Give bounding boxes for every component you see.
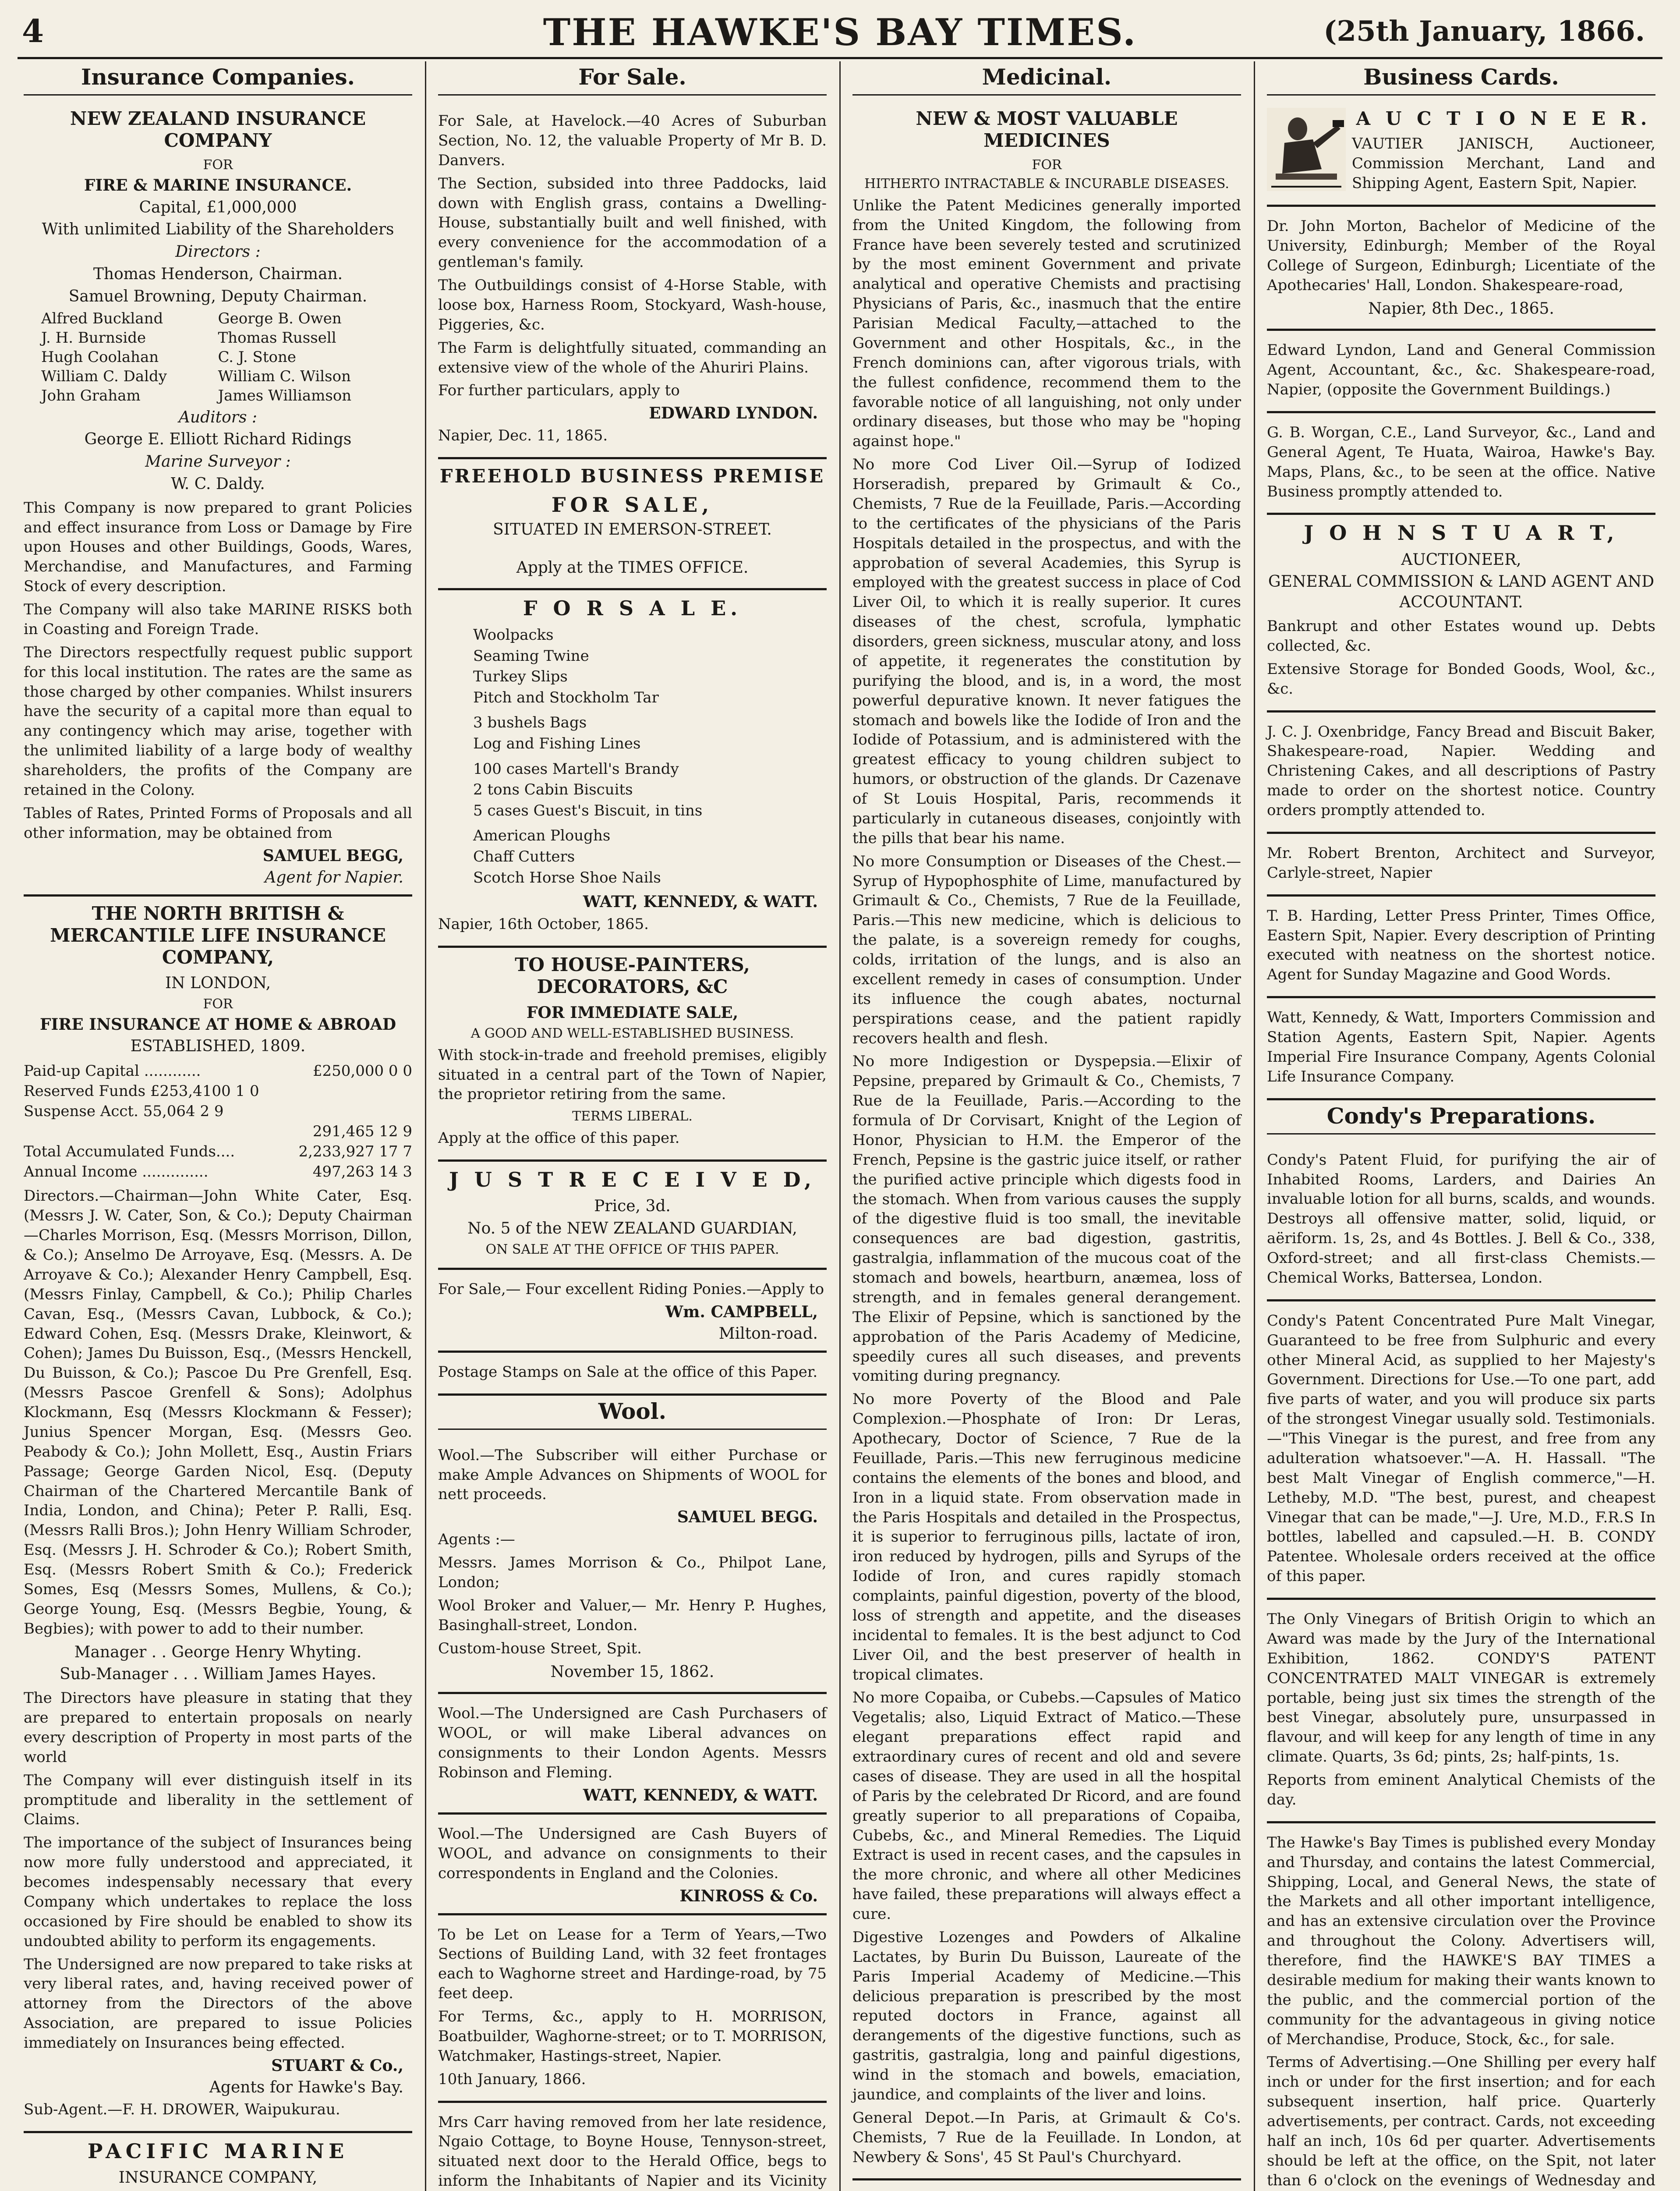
- ad-paragraph: Terms of Advertising.—One Shilling per every half inch or under for the first insertion; and for each subsequent insertion, half price. Quarterly advertisements, per contract. Cards, not exceeding half an inch, 10s 6d per quarter. Advertisements should be left at the office, on the Spit, not later than 6 o'clock on the evenings of Wednesday and: [1267, 2053, 1655, 2189]
- ad-paragraph: Wool.—The Subscriber will either Purchase or make Ample Advances on Shipments of WOOL for nett proceeds.: [438, 1446, 827, 1503]
- list-item: Seaming Twine: [473, 647, 589, 665]
- ad-wool-kinross: [438, 1815, 827, 1915]
- list-item: Pitch and Stockholm Tar: [473, 688, 659, 706]
- ad-paragraph: No more Poverty of the Blood and Pale Complexion.—Phosphate of Iron: Dr Leras, Apothecary, Doctor of Science, 7 Rue de la Feuillade, Paris.—This new ferruginous medicine contains the elements of the bones and blood, and Iron in a liquid state. From observation made in the Paris Hospitals and detailed in the Prospectus, it is superior to ferruginous pills, lactate of iron, iron reduced by hydrogen, pills and Syrups of the Iodide of Iron, and cures rapidly stomach complaints, painful digestion, poverty of the blood, loss of strength and appetite, and the diseases incidental to females. It is the best adjunct to Cod Liver Oil, and the best preserver of health in tropical climates.: [852, 1390, 1241, 1684]
- director-name: James Williamson: [218, 387, 352, 405]
- ad-house-painters: [438, 948, 827, 1162]
- ad-signature: STUART & Co.,: [271, 2056, 403, 2075]
- ad-paragraph: Unlike the Patent Medicines generally imported from the United Kingdom, the following from France have been severely tested and scrutinized by the most eminent Government and private analytical and operative Chemists and practising Physicians of Paris, &c., inasmuch that the entire Parisian Medical Faculty,—attached to the Government and other Hospitals, &c., in the French dominions can, after vigorous trials, with the fullest confidence, recommend them to the favorable notice of all languishing, not only under ordinary diseases, but those who may be "hoping against hope.": [852, 196, 1241, 450]
- fin-value: [259, 1102, 412, 1122]
- ad-subtitle: FIRE INSURANCE AT HOME & ABROAD: [39, 1015, 396, 1034]
- ad-paragraph: The Section, subsided into three Paddocks, laid down with English grass, contains a Dwelling-House, substantially built and well finished, with every convenience for the accommodation of a gentleman's family.: [438, 174, 827, 271]
- ad-line: FOR: [203, 996, 233, 1012]
- directors-list: [24, 309, 412, 406]
- ad-mrs-carr: [438, 2103, 827, 2191]
- ad-signature: WATT, KENNEDY, & WATT.: [583, 893, 818, 911]
- list-item: Turkey Slips: [473, 668, 568, 686]
- ad-subtitle: FIRE & MARINE INSURANCE.: [84, 176, 352, 195]
- ad-paragraph: Condy's Patent Concentrated Pure Malt Vinegar, Guaranteed to be free from Sulphuric and every other Mineral Acid, as supplied to her Majesty's Government. Directions for Use.—To one part, add five parts of water, and you will produce six parts of the strongest Vinegar usually sold. Testimonials.—"This Vinegar is the purest, and free from any adulteration whatsoever."—A. H. Hassall. "The best Malt Vinegar of English commerce,"—H. Letheby, M.D. "The best, purest, and cheapest Vinegar that can be made,"—J. Ure, M.D., F.R.S In bottles, labelled and capsuled.—H. B. CONDY Patentee. Wholesale orders received at the office of this paper.: [1267, 1312, 1655, 1585]
- ad-line: SITUATED IN EMERSON-STREET.: [493, 521, 772, 539]
- ad-paragraph: For Sale, at Havelock.—40 Acres of Suburban Section, No. 12, the valuable Property of Mr B. D. Danvers.: [438, 112, 827, 169]
- ad-line: W. C. Daldy.: [171, 475, 265, 493]
- ad-title: F O R S A L E.: [523, 596, 742, 620]
- ad-line: Wool Broker and Valuer,— Mr. Henry P. Hughes, Basinghall-street, London.: [438, 1596, 827, 1634]
- ad-line: INSURANCE COMPANY,: [118, 2169, 318, 2187]
- ad-paragraph: With stock-in-trade and freehold premises, eligibly situated in a central part of the Town of Napier, the proprietor retiring from the same.: [438, 1046, 827, 1103]
- ad-paragraph: Digestive Lozenges and Powders of Alkaline Lactates, by Burin Du Buisson, Laureate of the Paris Imperial Academy of Medicine.—This delicious preparation is prescribed by the most reputed doctors in France, against all derangements of the digestive functions, such as gastritis, gastralgia, long and painful digestions, wind in the stomach and bowels, emaciation, jaundice, and complaints of the liver and loins.: [852, 1928, 1241, 2103]
- ad-label: Directors :: [175, 243, 261, 261]
- ad-paragraph: The Company will ever distinguish itself in its promptitude and liberality in the settlement of Claims.: [24, 1771, 412, 1829]
- column-rule: [425, 61, 426, 2191]
- fin-value: 497,263 14 3: [312, 1163, 412, 1181]
- ad-signature-role: Milton-road.: [718, 1324, 818, 1343]
- list-item: 5 cases Guest's Biscuit, in tins: [473, 801, 703, 819]
- ad-date: November 15, 1862.: [550, 1663, 714, 1681]
- column-medicinal: [846, 61, 1247, 2191]
- ad-dr-morton: [1267, 207, 1655, 331]
- ad-lease: [438, 1915, 827, 2103]
- section-heading: Condy's Preparations.: [1267, 1100, 1655, 1134]
- ad-title: J U S T R E C E I V E D,: [449, 1168, 816, 1192]
- auctioneer-block: [1267, 108, 1655, 197]
- ad-subtitle: GENERAL COMMISSION & LAND AGENT AND ACCOUNTANT.: [1268, 573, 1655, 612]
- ad-nz-insurance: [24, 102, 412, 897]
- ad-label: Auditors :: [178, 408, 258, 426]
- ad-paragraph: This Company is now prepared to grant Policies and effect insurance from Loss or Damage by Fire upon Houses and other Buildings, Goods, Wares, Merchandise, and Manufactures, and Farming Stock of every description.: [24, 499, 412, 596]
- ad-paragraph: For Sale,— Four excellent Riding Ponies.—Apply to: [438, 1280, 824, 1298]
- ad-paragraph: The Directors respectfully request public support for this local institution. The rates are the same as those charged by other companies. Whilst insurers have the security of a capital more than equal to any contingency which may arise, together with the unlimited liability of a large body of wealthy shareholders, the profits of the Company are retained in the Colony.: [24, 643, 412, 799]
- director-name: Thomas Russell: [218, 329, 336, 347]
- director-name: George B. Owen: [218, 309, 342, 327]
- ad-new-medicines: [852, 102, 1241, 2180]
- ad-title: A U C T I O N E E R.: [1356, 108, 1652, 129]
- ad-hawkes-bay-times: [1267, 1823, 1655, 2191]
- ad-wool-begg: [438, 1436, 827, 1695]
- ad-paragraph: The importance of the subject of Insurances being now more fully understood and appreciated, it becomes indespensably necessary that every Company which undertakes to replace the loss occasioned by Fire should be enabled to show its undoubted ability to perform its engagements.: [24, 1834, 412, 1950]
- ad-title: THE NORTH BRITISH & MERCANTILE LIFE INSURANCE COMPANY,: [50, 902, 386, 968]
- page-number: 4: [22, 12, 44, 50]
- ad-oxenbridge: [1267, 713, 1655, 834]
- ad-line: Custom-house Street, Spit.: [438, 1639, 642, 1657]
- masthead: [18, 9, 1662, 59]
- ad-line: Messrs. James Morrison & Co., Philpot Lane, London;: [438, 1554, 827, 1592]
- ad-watt-kennedy: [1267, 998, 1655, 1100]
- ad-line: Manager . . George Henry Whyting.: [74, 1643, 362, 1661]
- ad-havelock: [438, 102, 827, 459]
- ad-line: FOR: [203, 157, 233, 173]
- ad-paragraph: General Depot.—In Paris, at Grimault & Co's. Chemists, 7 Rue de la Feuillade. In London, at Newbery & Sons', 45 St Paul's Churchyard.: [852, 2109, 1241, 2166]
- column-rule: [1254, 61, 1255, 2191]
- ad-signature-role: Agents for Hawke's Bay.: [209, 2078, 403, 2096]
- ad-line: FOR: [1032, 157, 1062, 173]
- ad-subtitle: FOR IMMEDIATE SALE,: [526, 1003, 739, 1022]
- ad-paragraph: No more Cod Liver Oil.—Syrup of Iodized Horseradish, prepared by Grimault & Co., Chemists, 7 Rue de la Feuillade, Paris.—According to the certificates of the physicians of the Paris Hospitals detailed in the prospectus, and with the approbation of several Academies, this Syrup is employed with the greatest success in place of Cod Liver Oil, to which it is really superior. It cures diseases of the chest, scrofula, lymphatic disorders, green sickness, muscular atony, and loss of appetite, it regenerates the constitution by purifying the blood, and is, in a word, the most powerful depurative known. It never fatigues the stomach and bowels like the Iodide of Iron and the Iodide of Potassium, and is administered with the greatest efficacy to young children subject to humors, or obstruction of the glands. Dr Cazenave of St Louis Hospital, Paris, recommends it particularly in cutaneous diseases, conjointly with the pills that bear his name.: [852, 456, 1241, 847]
- ad-paragraph: T. B. Harding, Letter Press Printer, Times Office, Eastern Spit, Napier. Every description of Printing executed with neatness on the shortest notice. Agent for Sunday Magazine and Good Words.: [1267, 907, 1655, 984]
- column-insurance: [18, 61, 418, 2191]
- column-for-sale: [432, 61, 833, 2191]
- ad-paragraph: The Outbuildings consist of 4-Horse Stable, with loose box, Harness Room, Stockyard, Wash-house, Piggeries, &c.: [438, 277, 827, 333]
- list-item: Scotch Horse Shoe Nails: [473, 869, 661, 886]
- financial-table: [24, 1061, 412, 1182]
- ad-subtitle: HITHERTO INTRACTABLE & INCURABLE DISEASES.: [864, 176, 1229, 191]
- ad-price: Price, 3d.: [594, 1197, 671, 1216]
- ad-paragraph: The Hawke's Bay Times is published every Monday and Thursday, and contains the latest Commercial, Shipping, Local, and General News, the state of the Markets and all other important intelligence, and has an extensive circulation over the Province and throughout the Colony. Advertisers will, therefore, find the HAWKE'S BAY TIMES a desirable medium for making their wants known to the public, and the commercial portion of the community for the advantageous in giving notice of Merchandise, Produce, Stock, &c., for sale.: [1267, 1833, 1655, 2048]
- ad-date: Napier, Dec. 11, 1865.: [438, 427, 608, 445]
- newspaper-title: THE HAWKE'S BAY TIMES.: [543, 11, 1137, 54]
- ad-freehold: [438, 459, 827, 590]
- ad-signature: SAMUEL BEGG.: [677, 1508, 818, 1527]
- ad-signature-role: Agent for Napier.: [265, 868, 403, 886]
- fin-label: [24, 1122, 259, 1142]
- ad-john-stuart: [1267, 515, 1655, 712]
- list-item: Woolpacks: [473, 626, 554, 644]
- ad-line: ESTABLISHED, 1809.: [130, 1037, 306, 1056]
- ad-paragraph: Watt, Kennedy, & Watt, Importers Commission and Station Agents, Eastern Spit, Napier. Agents Imperial Fire Insurance Company, Agents Colonial Life Insurance Company.: [1267, 1009, 1655, 1085]
- column-business-cards: [1261, 61, 1662, 2191]
- goods-list: [438, 713, 827, 754]
- fin-value: £250,000 0 0: [312, 1062, 412, 1080]
- fin-label: Total Accumulated Funds....: [24, 1142, 235, 1160]
- columns: [18, 61, 1662, 2191]
- ad-line: TERMS LIBERAL.: [572, 1109, 693, 1124]
- list-item: 3 bushels Bags: [473, 714, 587, 732]
- director-name: William C. Wilson: [218, 368, 351, 386]
- director-name: William C. Daldy: [41, 368, 167, 386]
- ad-paragraph: To be Let on Lease for a Term of Years,—Two Sections of Building Land, with 32 feet frontages each to Waghorne street and Hardinge-road, by 75 feet deep.: [438, 1925, 827, 2003]
- section-heading: Insurance Companies.: [24, 61, 412, 96]
- goods-list: [438, 826, 827, 888]
- ad-line: A GOOD AND WELL-ESTABLISHED BUSINESS.: [470, 1025, 794, 1041]
- ad-title: TO HOUSE-PAINTERS, DECORATORS, &C: [515, 954, 750, 998]
- list-item: 100 cases Martell's Brandy: [473, 760, 679, 778]
- ad-signature: EDWARD LYNDON.: [649, 404, 818, 423]
- goods-list: [438, 759, 827, 822]
- ad-date: Napier, 8th Dec., 1865.: [1368, 299, 1554, 318]
- ad-paragraph: The Farm is delightfully situated, commanding an extensive view of the whole of the Ahuriri Plains.: [438, 339, 827, 376]
- ad-signature: KINROSS & Co.: [679, 1886, 818, 1905]
- ad-subtitle: AUCTIONEER,: [1401, 550, 1521, 569]
- section-heading: Business Cards.: [1267, 61, 1655, 96]
- ad-paragraph: The Company will also take MARINE RISKS both in Coasting and Foreign Trade.: [24, 601, 412, 638]
- ad-for-sale-goods: [438, 590, 827, 948]
- ad-title: J O H N S T U A R T,: [1304, 521, 1619, 545]
- ad-just-received: [438, 1162, 827, 1270]
- ad-line: With unlimited Liability of the Shareholders: [42, 220, 394, 239]
- ad-paragraph: Wool.—The Undersigned are Cash Purchasers of WOOL, or will make Liberal advances on consignments to their London Agents. Messrs Robinson and Fleming.: [438, 1705, 827, 1781]
- ad-paragraph: The Directors have pleasure in stating that they are prepared to entertain proposals on nearly every description of Property in most parts of the world: [24, 1689, 412, 1766]
- ad-label: Marine Surveyor :: [145, 453, 291, 471]
- ad-paragraph: No more Copaiba, or Cubebs.—Capsules of Matico Vegetalis; also, Liquid Extract of Matico.—These elegant preparations effect rapid and extraordinary cures of recent and old and severe cases of disease. They are used in all the hospital of Paris by the celebrated Dr Ricord, and are found greatly superior to all preparations of Copaiba, Cubebs, &c., and Mineral Remedies. The Liquid Extract is used in recent cases, and the capsules in the more chronic, and where all other Medicines have failed, these preparations will always effect a cure.: [852, 1689, 1241, 1923]
- ad-line: Sub-Manager . . . William James Hayes.: [60, 1665, 376, 1684]
- goods-list: [438, 625, 827, 708]
- director-name: Hugh Coolahan: [41, 348, 159, 366]
- section-heading: Medicinal.: [852, 61, 1241, 96]
- ad-line: No. 5 of the NEW ZEALAND GUARDIAN,: [467, 1220, 797, 1238]
- ad-paragraph: The Undersigned are now prepared to take risks at very liberal rates, and, having received power of attorney from the Directors of the above Association, are prepared to issue Policies immediately on Insurances being effected.: [24, 1955, 412, 2052]
- ad-paragraph: For further particulars, apply to: [438, 382, 680, 400]
- ad-wool-wkw: [438, 1694, 827, 1815]
- ad-paragraph: Bankrupt and other Estates wound up. Debts collected, &c.: [1267, 617, 1655, 655]
- ad-signature: SAMUEL BEGG,: [262, 846, 403, 865]
- ad-riding-ponies: [438, 1270, 827, 1353]
- fin-value: [259, 1081, 412, 1102]
- ad-paragraph: Dr. John Morton, Bachelor of Medicine of the University, Edinburgh; Member of the Royal College of Surgeon, Edinburgh; Licentiate of the Apothecaries' Hall, London. Shakespeare-road,: [1267, 217, 1655, 294]
- director-name: J. H. Burnside: [41, 329, 146, 347]
- ad-label: Agents :—: [438, 1531, 515, 1549]
- ad-title: PACIFIC MARINE: [87, 2139, 349, 2163]
- ad-line: Samuel Browning, Deputy Chairman.: [68, 287, 368, 305]
- ad-paragraph: Postage Stamps on Sale at the office of this Paper.: [438, 1363, 818, 1381]
- ad-condys-fluid: [1267, 1141, 1655, 1301]
- ad-paragraph: Wool.—The Undersigned are Cash Buyers of WOOL, and advance on consignments to their correspondents in England and the Colonies.: [438, 1825, 827, 1882]
- ad-line: IN LONDON,: [165, 974, 271, 992]
- ad-paragraph: No more Consumption or Diseases of the Chest.—Syrup of Hypophosphite of Lime, manufactured by Grimault & Co., Chemists, 7 Rue de la Feuillade, Paris.—This new medicine, which is delicious to the palate, is a sovereign remedy for coughs, colds, irritation of the lungs, and is also an excellent remedy in cases of consumption. Under its influence the cough abates, nocturnal perspirations cease, and the patient rapidly recovers health and flesh.: [852, 852, 1241, 1047]
- list-item: American Ploughs: [473, 827, 611, 845]
- ad-condys-vinegar: [1267, 1301, 1655, 1600]
- ad-auctioneer: [1267, 102, 1655, 207]
- issue-date: (25th January, 1866.: [1323, 15, 1645, 48]
- ad-paragraph: Mrs Carr having removed from her late residence, Ngaio Cottage, to Boyne House, Tennyson-street, situated next door to the Herald Office, begs to inform the Inhabitants of Napier and its Vicinity: [438, 2113, 827, 2190]
- ad-brenton: [1267, 834, 1655, 897]
- ad-signature: Wm. CAMPBELL,: [665, 1302, 818, 1321]
- ad-paragraph: The Only Vinegars of British Origin to which an Award was made by the Jury of the International Exhibition, 1862. CONDY'S PATENT CONCENTRATED MALT VINEGAR is extremely portable, being just six times the strength of the best Vinegar, absolutely pure, unsurpassed in flavour, and will keep for any length of time in any climate. Quarts, 3s 6d; pints, 2s; half-pints, 1s.: [1267, 1610, 1655, 1766]
- ad-subtitle: FOR SALE,: [551, 493, 714, 517]
- ad-title: NEW & MOST VALUABLE MEDICINES: [916, 108, 1178, 152]
- ad-paragraph: Edward Lyndon, Land and General Commission Agent, Accountant, &c., &c. Shakespeare-road, Napier, (opposite the Government Buildings.): [1267, 341, 1655, 399]
- ad-paragraph: Tables of Rates, Printed Forms of Proposals and all other information, may be obtained from: [24, 804, 412, 842]
- ad-paragraph: VAUTIER JANISCH, Auctioneer, Commission Merchant, Land and Shipping Agent, Eastern Spit, Napier.: [1352, 135, 1655, 192]
- fin-label: Suspense Acct. 55,064 2 9: [24, 1102, 224, 1120]
- ad-signature: WATT, KENNEDY, & WATT.: [583, 1786, 818, 1805]
- ad-harding: [1267, 897, 1655, 999]
- ad-paragraph: G. B. Worgan, C.E., Land Surveyor, &c., Land and General Agent, Te Huata, Wairoa, Hawke's Bay. Maps, Plans, &c., to be seen at the office. Native Business promptly attended to.: [1267, 423, 1655, 500]
- list-item: Chaff Cutters: [473, 848, 575, 866]
- ad-north-british: [24, 897, 412, 2133]
- ad-worgan: [1267, 413, 1655, 515]
- ad-line: Apply at the TIMES OFFICE.: [516, 559, 749, 577]
- ad-paragraph: Condy's Patent Fluid, for purifying the air of Inhabited Rooms, Larders, and Dairies An invaluable lotion for all burns, scalds, and wounds. Destroys all offensive matter, solid, liquid, or aëriform. 1s, 2s, and 4s Bottles. J. Bell & Co., 338, Oxford-street; and all first-class Chemists.—Chemical Works, Battersea, London.: [1267, 1151, 1655, 1287]
- ad-ammunition: [852, 2180, 1241, 2191]
- fin-value: 291,465 12 9: [312, 1122, 412, 1140]
- ad-line: Apply at the office of this paper.: [438, 1129, 680, 1147]
- ad-paragraph: No more Indigestion or Dyspepsia.—Elixir of Pepsine, prepared by Grimault & Co., Chemists, 7 Rue de la Feuillade, Paris.—According to the formula of Dr Corvisart, Knight of the Legion of Honor, Physician to H.M. the Emperor of the French, Pepsine is the gastric juice itself, or rather the purified active principle which digests food in the stomach. When from various causes the supply of the digestive fluid is too small, the inevitable consequences are bad digestion, gastritis, gastralgia, inflammation of the mucous coat of the stomach and bowels, heartburn, anæmea, loss of strength, and in females general derangement. The Elixir of Pepsine, which is sanctioned by the approbation of the Paris Academy of Medicine, speedily cures all such diseases, and prevents vomiting during pregnancy.: [852, 1053, 1241, 1385]
- ad-title: NEW ZEALAND INSURANCE COMPANY: [70, 108, 366, 152]
- ad-postage-stamps: [438, 1353, 827, 1396]
- fin-label: Reserved Funds £253,4100 1 0: [24, 1082, 259, 1100]
- list-item: Log and Fishing Lines: [473, 735, 641, 753]
- fin-label: Annual Income ..............: [24, 1163, 209, 1181]
- director-name: Alfred Buckland: [41, 309, 163, 327]
- ad-line: George E. Elliott Richard Ridings: [84, 430, 352, 449]
- auctioneer-engraving-icon: [1267, 108, 1346, 191]
- ad-title: FREEHOLD BUSINESS PREMISE: [439, 465, 825, 487]
- ad-line: Thomas Henderson, Chairman.: [93, 265, 343, 283]
- column-rule: [839, 61, 841, 2191]
- ad-only-vinegars: [1267, 1600, 1655, 1823]
- ad-paragraph: For Terms, &c., apply to H. MORRISON, Boatbuilder, Waghorne-street; or to T. MORRISON, Watchmaker, Hastings-street, Napier.: [438, 2008, 827, 2065]
- ad-line: Sub-Agent.—F. H. DROWER, Waipukurau.: [24, 2100, 340, 2118]
- ad-paragraph: Extensive Storage for Bonded Goods, Wool, &c., &c.: [1267, 660, 1655, 698]
- ad-pacific-marine: [24, 2133, 412, 2191]
- ad-paragraph: J. C. J. Oxenbridge, Fancy Bread and Biscuit Baker, Shakespeare-road, Napier. Wedding and Christening Cakes, and all descriptions of Pastry made to order on the shortest notice. Country orders promptly attended to.: [1267, 723, 1655, 819]
- ad-paragraph: Directors.—Chairman—John White Cater, Esq. (Messrs J. W. Cater, Son, & Co.); Deputy Chairman—Charles Morrison, Esq. (Messrs Morrison, Dillon, & Co.); Anselmo De Arroyave, Esq. (Messrs. A. De Arroyave & Co.); Alexander Henry Campbell, Esq. (Messrs Finlay, Campbell, & Co.); Philip Charles Cavan, Esq., (Messrs Cavan, Lubbock, & Co.); Edward Cohen, Esq. (Messrs Drake, Kleinwort, & Cohen); James Du Buisson, Esq., (Messrs Henckell, Du Buisson, & Co.); Pascoe Du Pre Grenfell, Esq. (Messrs Pascoe Grenfell & Sons); Adolphus Klockmann, Esq (Messrs Klockmann & Fesser); Junius Spencer Morgan, Esq. (Messrs Geo. Peabody & Co.); John Mollett, Esq., Austin Friars Passage; George Garden Nicol, Esq. (Deputy Chairman of the Chartered Mercantile Bank of India, London, and China); Peter P. Ralli, Esq. (Messrs Ralli Bros.); John Henry William Schroder, Esq. (Messrs J. H. Schroder & Co.); Robert Smith, Esq. (Messrs Robert Smith & Co.); Frederick Somes, Esq (Messrs Somes, Mullens, & Co.); George Young, Esq. (Messrs Begbie, Young, & Begbies); with power to add to their number.: [24, 1187, 412, 1638]
- fin-label: Paid-up Capital ............: [24, 1062, 201, 1080]
- director-name: John Graham: [41, 387, 141, 405]
- ad-line: ON SALE AT THE OFFICE OF THIS PAPER.: [485, 1241, 779, 1257]
- ad-date: Napier, 16th October, 1865.: [438, 915, 649, 933]
- ad-paragraph: Mr. Robert Brenton, Architect and Surveyor, Carlyle-street, Napier: [1267, 844, 1655, 882]
- section-heading: Wool.: [438, 1396, 827, 1430]
- ad-capital: Capital, £1,000,000: [139, 198, 297, 216]
- director-name: C. J. Stone: [218, 348, 296, 366]
- fin-value: 2,233,927 17 7: [298, 1142, 412, 1160]
- ad-edward-lyndon: [1267, 331, 1655, 413]
- section-heading: For Sale.: [438, 61, 827, 96]
- ad-date: 10th January, 1866.: [438, 2070, 586, 2088]
- list-item: 2 tons Cabin Biscuits: [473, 781, 633, 799]
- ad-paragraph: Reports from eminent Analytical Chemists of the day.: [1267, 1771, 1655, 1808]
